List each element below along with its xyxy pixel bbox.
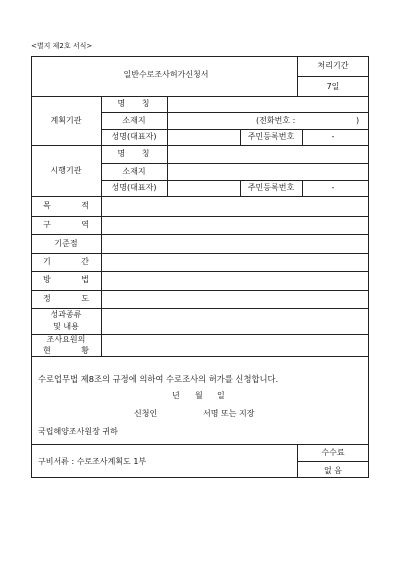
- accuracy-label: 정 도: [43, 294, 103, 303]
- executing-address-field[interactable]: [168, 164, 368, 179]
- area-field[interactable]: [102, 217, 368, 233]
- planning-id-label: 주민등록번호: [247, 132, 295, 141]
- executing-rep-label: 성명(대표자): [111, 183, 157, 192]
- executing-agency-label: 시행기관: [50, 166, 82, 175]
- planning-name-field[interactable]: [168, 97, 368, 111]
- executing-name-field[interactable]: [168, 146, 368, 162]
- method-label: 방 법: [43, 275, 103, 284]
- planning-phone-close: ): [356, 116, 360, 125]
- purpose-field[interactable]: [102, 197, 368, 215]
- accuracy-field[interactable]: [102, 291, 368, 307]
- method-field[interactable]: [102, 272, 368, 289]
- declaration-text: 수로업무법 제8조의 규정에 의하여 수로조사의 허가를 신청합니다.: [38, 374, 279, 384]
- planning-id-value[interactable]: -: [331, 132, 335, 141]
- signature-label: 서명 또는 지장: [203, 409, 255, 418]
- required-documents: 구비서류 : 수로조사계획도 1부: [38, 457, 147, 466]
- executing-name-label: 명 칭: [117, 149, 157, 158]
- applicant-name-field[interactable]: [162, 406, 198, 420]
- addressee: 국립해양조사원장 귀하: [38, 427, 118, 436]
- executing-address-label: 소재지: [122, 167, 146, 176]
- planning-rep-field[interactable]: [168, 130, 239, 144]
- staff-label-line2: 현 황: [43, 346, 103, 355]
- results-field[interactable]: [102, 309, 368, 333]
- processing-period-value: 7일: [326, 82, 340, 91]
- executing-id-value[interactable]: -: [331, 183, 335, 192]
- executing-id-label: 주민등록번호: [247, 183, 295, 192]
- period-label: 기 간: [43, 257, 103, 266]
- reference-point-field[interactable]: [102, 235, 368, 252]
- date-year: 년: [172, 391, 180, 400]
- results-label-line2: 및 내용: [53, 322, 79, 331]
- period-field[interactable]: [102, 254, 368, 270]
- planning-phone-label: (전화번호 :: [256, 116, 296, 125]
- purpose-label: 목 적: [43, 201, 103, 210]
- applicant-label: 신청인: [134, 409, 158, 418]
- reference-point-label: 기준점: [54, 239, 78, 248]
- fee-value: 없 음: [324, 466, 342, 475]
- staff-field[interactable]: [102, 335, 368, 355]
- date-month: 월: [195, 391, 203, 400]
- date-day: 일: [217, 391, 225, 400]
- executing-rep-field[interactable]: [168, 181, 239, 195]
- fee-label: 수수료: [321, 448, 345, 457]
- planning-address-label: 소재지: [122, 116, 146, 125]
- planning-agency-label: 계획기관: [50, 116, 82, 125]
- processing-period-label: 처리기간: [317, 61, 349, 70]
- results-label-line1: 성과종류: [50, 310, 82, 319]
- area-label: 구 역: [43, 220, 103, 229]
- form-number: <별지 제2호 서식>: [31, 42, 93, 50]
- staff-label-line1: 조사요원의: [46, 335, 86, 344]
- planning-rep-label: 성명(대표자): [111, 132, 157, 141]
- form-title: 일반수로조사허가신청서: [123, 70, 209, 79]
- planning-name-label: 명 칭: [117, 99, 157, 108]
